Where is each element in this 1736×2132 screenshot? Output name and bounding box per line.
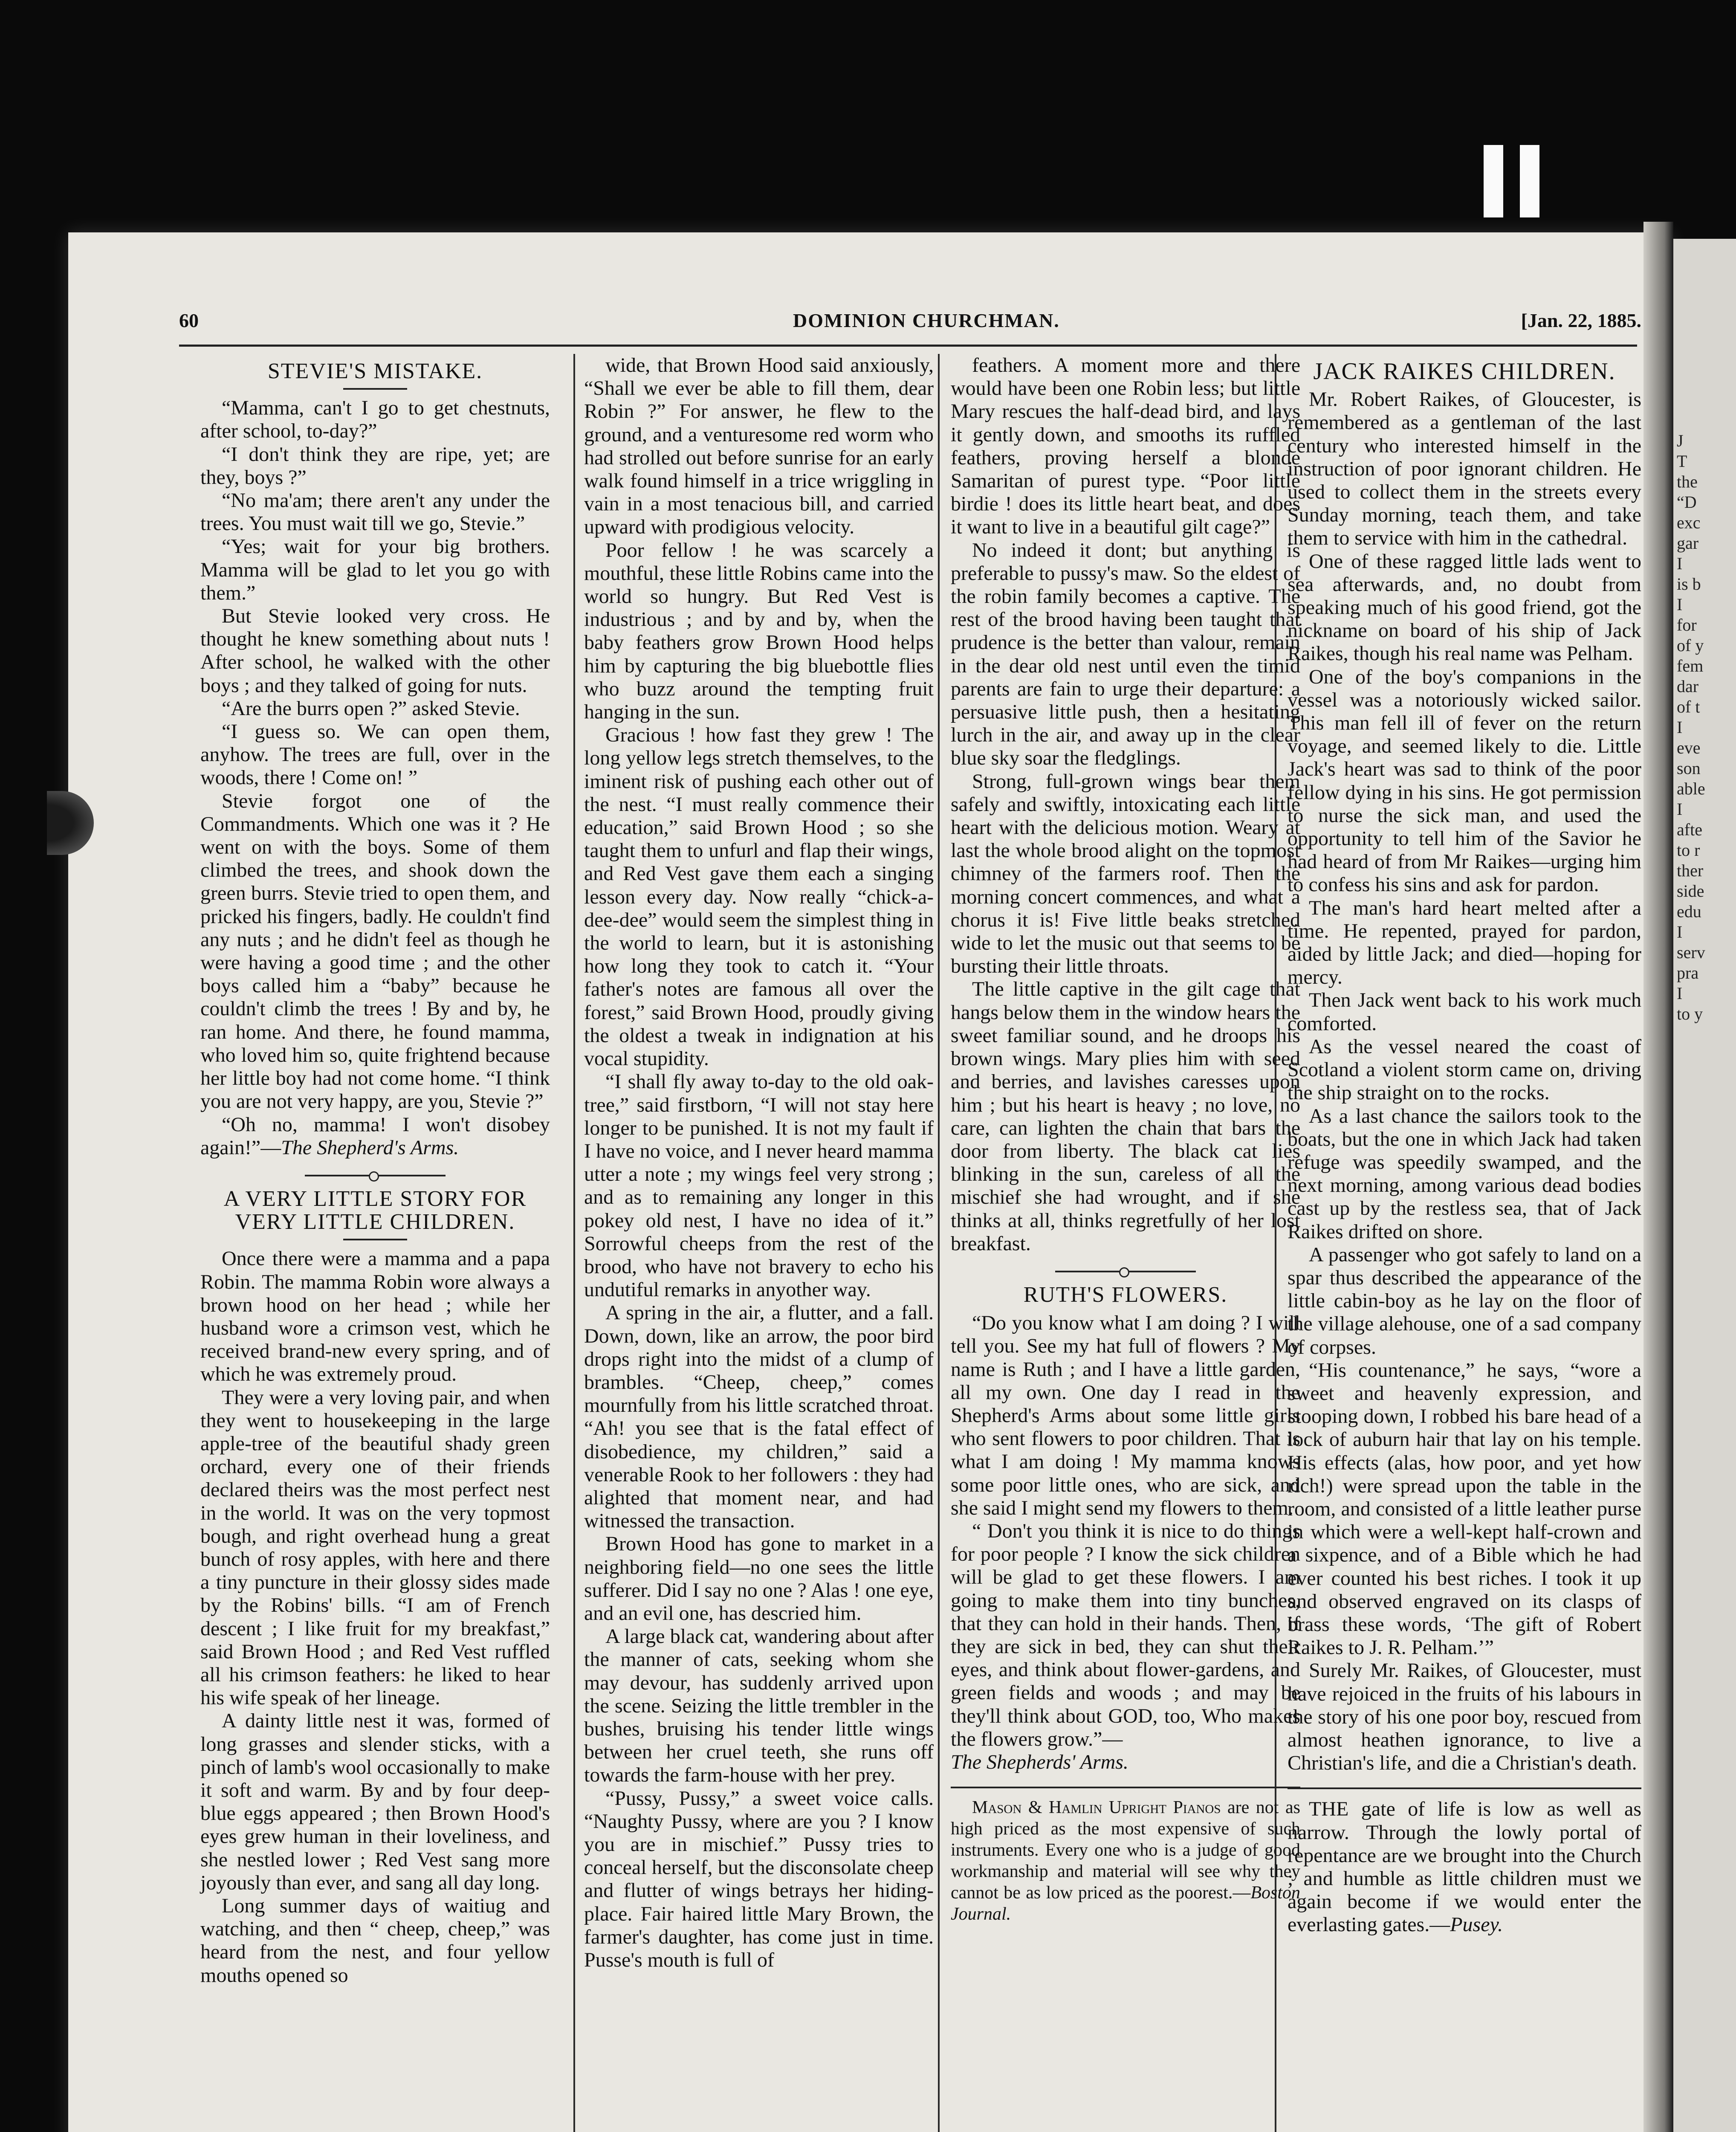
next-page-fragment: able [1677, 779, 1705, 798]
story-body [1288, 388, 1641, 1775]
title-rule [343, 1239, 407, 1240]
paragraph: “I don't think they are ripe, yet; are they, boys ?” [200, 443, 550, 489]
section-separator [1055, 1271, 1196, 1272]
column-rule [573, 354, 575, 2132]
page-gutter-shadow [1643, 222, 1673, 2132]
next-page-fragment: pra [1677, 963, 1699, 982]
next-page-fragment: of t [1677, 697, 1700, 716]
paragraph: A spring in the air, a flutter, and a fall. Down, down, like an arrow, the poor bird drops right into the midst of a clump of brambles. “Cheep, cheep,” comes mournfully from his little scratched throat. “Ah! you see that is the fatal effect of disobedience, my children,” said a venerable Rook to her followers : they had alighted that moment near, and had witnessed the transaction. [584, 1301, 934, 1532]
paragraph: They were a very loving pair, and when they went to housekeeping in the large apple-tree of the beautiful shady green orchard, every one of their friends declared theirs was the most perfect nest in the world. It was on the very topmost bough, and right overhead hung a great bunch of rosy apples, with here and there a tiny puncture in their glossy sides made by the Robins' bills. “I am of French descent ; I like fruit for my breakfast,” said Brown Hood ; and Red Vest ruffled all his crimson feathers: he liked to hear his wife speak of her lineage. [200, 1386, 550, 1709]
paragraph: “Pussy, Pussy,” a sweet voice calls. “Naughty Pussy, where are you ? I know you are in mischief.” Pussy tries to conceal herself, but the disconsolate cheep and flutter of wings betrays her hiding-place. Fair haired little Mary Brown, the farmer's daughter, has come just in time. Pusse's mouth is full of [584, 1787, 934, 1972]
story-body [584, 354, 934, 1972]
next-page-fragment: for [1677, 615, 1697, 634]
next-page-fragment: J [1677, 431, 1684, 450]
next-page-edge [1673, 239, 1736, 2132]
paragraph: Strong, full-grown wings bear them safely and swiftly, intoxicating each little heart with the delicious motion. Weary at last the whole brood alight on the topmost chimney of the farmers roof. Then the morning concert commences, and what a chorus it is! Five little beaks stretched wide to let the music out that seems to be bursting their little throats. [951, 770, 1300, 978]
closing-quote [1288, 1798, 1641, 1936]
next-page-fragment: is b [1677, 574, 1701, 594]
closing-text: THE gate of life is low as well as narrow. Through the lowly portal of repentance are we brought into the Church ; and humble as little children must we again become if we would enter the everlasting gates.— [1288, 1798, 1641, 1936]
next-page-fragment: I [1677, 554, 1683, 573]
ad-brand: Mason & Hamlin Upright Pianos [972, 1798, 1221, 1818]
newspaper-title: DOMINION CHURCHMAN. [793, 310, 1060, 331]
page-number: 60 [179, 310, 199, 331]
story-title: STEVIE'S MISTAKE. [267, 359, 483, 383]
paragraph: feathers. A moment more and there would have been one Robin less; but little Mary rescues the half-dead bird, and lays it gently down, and smooths its ruffled feathers, proving herself a blonde Samaritan of purest type. “Poor little birdie ! does its little heart beat, and does it want to live in a beautiful gilt cage?” [951, 354, 1300, 539]
next-page-fragment: afte [1677, 820, 1702, 839]
paragraph: Poor fellow ! he was scarcely a mouthful, these little Robins came into the world so hungry. But Red Vest is industrious ; and by and by, when the baby feathers grow Brown Hood helps him by capturing the big bluebottle flies who buzz around the tempting fruit hanging in the sun. [584, 539, 934, 724]
column-1 [200, 354, 550, 1987]
film-registration-mark [1484, 145, 1503, 217]
column-2 [584, 354, 934, 1972]
ad-text: are not as high priced as the most expensive of such instruments. Every one who is a judge of good workmanship and material will see why they cannot be as low priced as the poorest.— [951, 1798, 1300, 1903]
paragraph: As the vessel neared the coast of Scotland a violent storm came on, driving the ship straight on to the rocks. [1288, 1035, 1641, 1104]
paragraph: “Are the burrs open ?” asked Stevie. [222, 697, 520, 720]
paragraph: “Mamma, can't I go to get chestnuts, after school, to-day?” [200, 397, 550, 443]
advertisement [951, 1797, 1300, 1925]
ad-source: Boston Journal. [951, 1883, 1300, 1924]
paragraph: “Yes; wait for your big brothers. Mamma will be glad to let you go with them.” [200, 535, 550, 604]
paragraph: A large black cat, wandering about after the manner of cats, seeking whom she may devour, has suddenly arrived upon the scene. Seizing the little trembler in the bushes, bruising his tender little wings between her cruel teeth, she runs off towards the farm-house with her prey. [584, 1625, 934, 1787]
paragraph: Surely Mr. Raikes, of Gloucester, must have rejoiced in the fruits of his labours in the story of his one poor boy, rescued from almost heathen ignorance, to live a Christian's life, and die a Christian's death. [1288, 1659, 1641, 1775]
source-attribution: The Shepherds' Arms. [951, 1750, 1128, 1773]
paragraph: A dainty little nest it was, formed of long grasses and slender sticks, with a pinch of lamb's wool occasionally to make it soft and warm. By and by four deep-blue eggs appeared ; then Brown Hood's eyes grew human in their loveliness, and she nestled lower ; Red Vest sang more joyously than ever, and sang all day long. [200, 1709, 550, 1894]
column-4 [1288, 354, 1641, 1937]
source-attribution: Pusey. [1450, 1913, 1503, 1936]
masthead [179, 309, 1641, 341]
next-page-fragment: fem [1677, 656, 1704, 675]
paragraph: “I shall fly away to-day to the old oak-tree,” said firstborn, “I will not stay here longer to be punished. It is not my fault if I have no voice, and I never heard mamma utter a note ; my wings feel very strong ; and as to remaining any longer in this pokey old nest, I have no idea of it.” Sorrowful cheeps from the rest of the brood, who have not bravery to echo his undutiful remarks in anyother way. [584, 1070, 934, 1301]
paragraph: One of the boy's companions in the vessel was a notoriously wicked sailor. This man fell ill of fever on the return voyage, and seemed likely to die. Little Jack's heart was sad to think of the poor fellow dying in his sins. He got permission to nurse the sick man, and used the opportunity to tell him of the Savior he had heard of from Mr Raikes—urging him to confess his sins and ask for pardon. [1288, 665, 1641, 896]
next-page-fragment: the [1677, 472, 1698, 491]
story-body [951, 354, 1300, 1255]
paragraph: “I guess so. We can open them, anyhow. The trees are full, over in the woods, there ! Come on! ” [200, 720, 550, 789]
column-rule [938, 354, 940, 2132]
paragraph: Brown Hood has gone to market in a neighboring field—no one sees the little sufferer. Did I say no one ? Alas ! one eye, and an evil one, has descried him. [584, 1532, 934, 1625]
next-page-fragment: to y [1677, 1004, 1703, 1023]
next-page-fragment: I [1677, 922, 1683, 941]
story-title: RUTH'S FLOWERS. [1023, 1282, 1228, 1307]
paragraph: Mr. Robert Raikes, of Gloucester, is remembered as a gentleman of the last century who interested himself in the instruction of poor ignorant children. He used to collect them in the streets every Sunday morning, teach them, and take them to service with him in the cathedral. [1288, 388, 1641, 550]
paragraph: As a last chance the sailors took to the boats, but the one in which Jack had taken refuge was speedily swamped, and the next morning, among various dead bodies cast up by the restless sea, that of Jack Raikes drifted on shore. [1288, 1104, 1641, 1243]
next-page-fragment: edu [1677, 902, 1701, 921]
next-page-fragment: I [1677, 718, 1683, 737]
paragraph: “No ma'am; there aren't any under the trees. You must wait till we go, Stevie.” [200, 489, 550, 535]
next-page-fragment: serv [1677, 943, 1705, 962]
section-separator [951, 1787, 1300, 1788]
source-attribution: The Shepherd's Arms. [281, 1136, 459, 1159]
story-body [951, 1312, 1300, 1751]
issue-date: [Jan. 22, 1885. [1521, 310, 1641, 331]
next-page-fragment: exc [1677, 513, 1701, 532]
next-page-fragment: dar [1677, 677, 1699, 696]
paragraph: “His countenance,” he says, “wore a sweet and heavenly expression, and stooping down, I robbed his bare head of a lock of auburn hair that lay on his temple. His effects (alas, how poor, and yet how rich!) were spread upon the table in the room, and consisted of a little leather purse in which were a well-kept half-crown and a sixpence, and of a Bible which he had ever counted his best riches. I took it up and observed engraved on its clasps of brass these words, ‘The gift of Robert Raikes to J. R. Pelham.’” [1288, 1359, 1641, 1659]
next-page-fragment: T [1677, 452, 1687, 471]
column-3 [951, 354, 1300, 1925]
next-page-fragment: side [1677, 881, 1704, 901]
next-page-fragment: “D [1677, 492, 1697, 512]
section-separator [1288, 1787, 1641, 1789]
next-page-fragment: to r [1677, 840, 1700, 860]
story-title: JACK RAIKES CHILDREN. [1313, 358, 1616, 385]
next-page-fragment: ther [1677, 861, 1704, 880]
story-source [200, 1113, 550, 1159]
title-rule [343, 388, 407, 390]
paragraph: Once there were a mamma and a papa Robin. The mamma Robin wore always a brown hood on her head ; while her husband wore a crimson vest, which he received brand-new every spring, and of which he was extremely proud. [200, 1247, 550, 1386]
next-page-fragment: I [1677, 800, 1683, 819]
paragraph: Then Jack went back to his work much comforted. [1288, 989, 1641, 1035]
film-registration-mark [1520, 145, 1539, 217]
next-page-fragment: gar [1677, 533, 1699, 553]
story-body [200, 1247, 550, 1987]
paragraph: The man's hard heart melted after a time. He repented, prayed for pardon, aided by little Jack; and died—hoping for mercy. [1288, 896, 1641, 989]
paragraph: A passenger who got safely to land on a spar thus described the appearance of the little cabin-boy as he lay on the floor of the village alehouse, one of a sad company of corpses. [1288, 1243, 1641, 1359]
paragraph: But Stevie looked very cross. He thought he knew something about nuts ! After school, he walked with the other boys ; and they talked of going for nuts. [200, 605, 550, 697]
next-page-fragment: I [1677, 595, 1683, 614]
next-page-fragment: son [1677, 759, 1701, 778]
paragraph: Gracious ! how fast they grew ! The long yellow legs stretch themselves, to the iminent risk of pushing each other out of the nest. “I must really commence their education,” said Brown Hood ; so she taught them to unfurl and flap their wings, and Red Vest gave them each a singing lesson every day. Now really “chick-a-dee-dee” would seem the simplest thing in the world to learn, but it is astonishing how long they took to catch it. “Your father's notes are famous all over the forest,” said Brown Hood, proudly giving the oldest a tweak in indignation at his vocal stupidity. [584, 724, 934, 1070]
next-page-fragment: eve [1677, 738, 1701, 757]
next-page-fragment: of y [1677, 636, 1704, 655]
story-source [951, 1751, 1300, 1774]
paragraph: No indeed it dont; but anything is preferable to pussy's maw. So the eldest of the robin family becomes a captive. The rest of the brood having been taught that prudence is the better than valour, remain in the dear old nest until even the timid parents are fain to urge their departure: a persuasive little push, then a hesitating lurch in the air, and away up in the clear blue sky soar the fledglings. [951, 539, 1300, 770]
story-title: A VERY LITTLE STORY FOR VERY LITTLE CHILDREN. [223, 1186, 527, 1234]
story-body [200, 397, 550, 1113]
paragraph: “ Don't you think it is nice to do things for poor people ? I know the sick children will be glad to get these flowers. I am going to make them into tiny bunches, that they can hold in their hands. Then, if they are sick in bed, they can shut their eyes, and think about flower-gardens, and green fields and woods ; and may be they'll think about GOD, too, Who makes the flowers grow.”— [951, 1519, 1300, 1750]
section-separator [305, 1175, 446, 1176]
header-rule [179, 345, 1637, 347]
paragraph: “Do you know what I am doing ? I will tell you. See my hat full of flowers ? My name is Ruth ; and I have a little garden, all my own. One day I read in the Shepherd's Arms about some little girls who sent flowers to poor children. That is what I am doing ! My mamma knows some poor little ones, who are sick, and she said I might send my flowers to them. [951, 1312, 1300, 1519]
next-page-text-fragments [1677, 431, 1736, 1024]
paragraph: One of these ragged little lads went to sea afterwards, and, no doubt from speaking much of his good friend, got the nickname on board of his ship of Jack Raikes, though his real name was Pelham. [1288, 550, 1641, 665]
next-page-fragment: I [1677, 984, 1683, 1003]
paragraph: wide, that Brown Hood said anxiously, “Shall we ever be able to fill them, dear Robin ?” For answer, he flew to the ground, and a venturesome red worm who had strolled out before sunrise for an early walk found himself in a trice wriggling in vain in a most tenacious bill, and carried upward with prodigious velocity. [584, 354, 934, 539]
paragraph: Long summer days of waitiug and watching, and then “ cheep, cheep,” was heard from the nest, and four yellow mouths opened so [200, 1894, 550, 1987]
paragraph: The little captive in the gilt cage that hangs below them in the window hears the sweet familiar sound, and he droops his brown wings. Mary plies him with seed and berries, and lavishes caresses upon him ; but his heart is heavy ; no love, no care, can lighten the chain that bars the door from liberty. The black cat lies blinking in the sun, careless of all the mischief she had wrought, and if she thinks at all, thinks regretfully of her lost breakfast. [951, 978, 1300, 1255]
closing-line: “Oh no, mamma! I won't disobey again!”— [200, 1113, 550, 1159]
paragraph: Stevie forgot one of the Commandments. Which one was it ? He went on with the boys. Some of them climbed the trees, and shook down the green burrs. Stevie tried to open them, and pricked his fingers, badly. He couldn't find any nuts ; and he didn't feel as though he were having a good time ; and the other boys called him a “baby” because he couldn't climb the trees ! By and by, he ran home. And there, he found mamma, who loved him so, quite frightend because her little boy had not come home. “I think you are not very happy, are you, Stevie ?” [200, 789, 550, 1113]
